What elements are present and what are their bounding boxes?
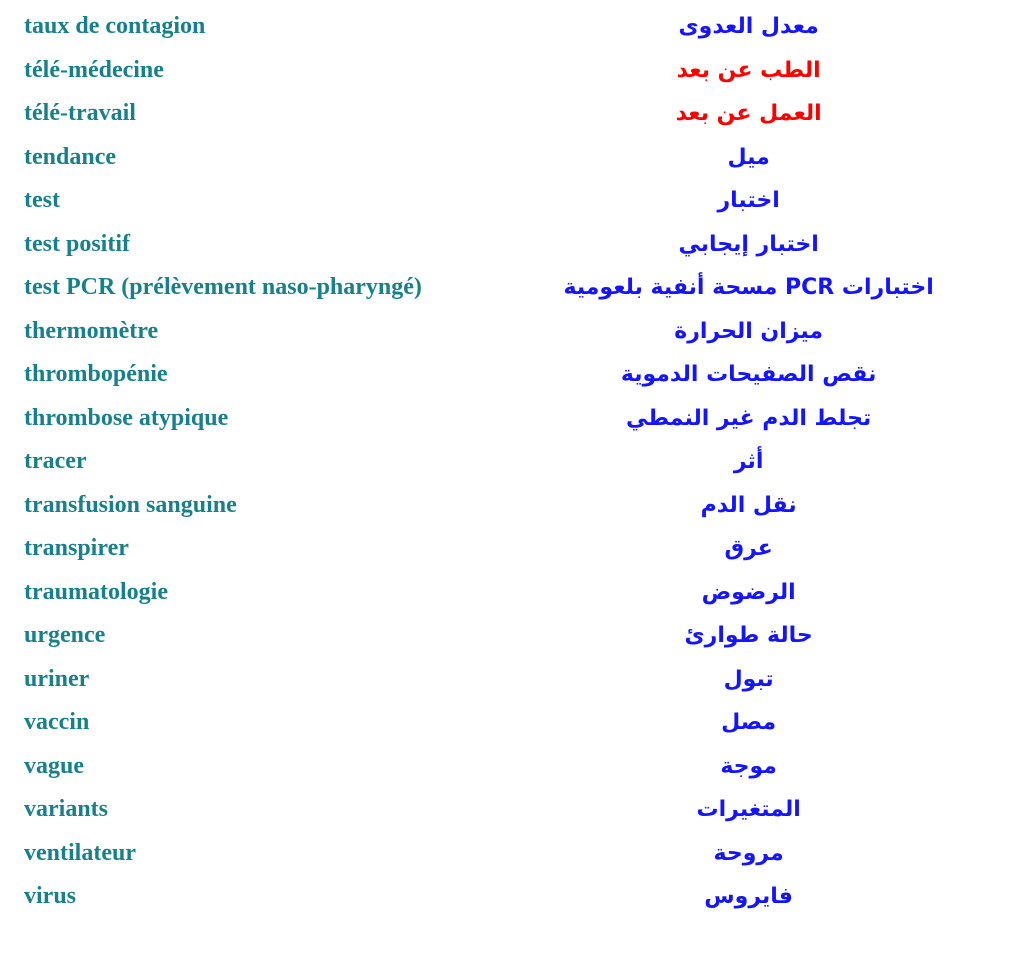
glossary-row	[0, 179, 1024, 223]
french-term: traumatologie	[24, 578, 168, 605]
arabic-term: العمل عن بعد	[675, 101, 822, 127]
arabic-term: موجة	[720, 753, 777, 779]
arabic-term: تبول	[723, 666, 774, 692]
glossary-row	[0, 658, 1024, 702]
french-term: transpirer	[24, 535, 129, 562]
arabic-term: اختبار إيجابي	[678, 231, 819, 257]
arabic-term: فايروس	[704, 884, 793, 910]
french-term: thrombopénie	[24, 361, 168, 388]
french-term: test PCR (prélèvement naso-pharyngé)	[24, 274, 422, 301]
glossary-row	[0, 266, 1024, 310]
glossary-row	[0, 527, 1024, 571]
french-term: variants	[24, 796, 108, 823]
arabic-term: الطب عن بعد	[676, 57, 821, 83]
glossary-row	[0, 571, 1024, 615]
arabic-term: ميل	[727, 144, 770, 170]
glossary-page	[0, 5, 1024, 958]
french-term: télé-médecine	[24, 56, 164, 83]
french-term: urgence	[24, 622, 106, 649]
glossary-row	[0, 136, 1024, 180]
glossary-row	[0, 788, 1024, 832]
glossary-row	[0, 484, 1024, 528]
glossary-row	[0, 875, 1024, 919]
glossary-row	[0, 614, 1024, 658]
glossary-body	[0, 5, 1024, 919]
french-term: thermomètre	[24, 317, 159, 344]
arabic-term: المتغيرات	[696, 797, 801, 823]
french-term: test positif	[24, 230, 130, 257]
arabic-term: اختبار	[717, 188, 780, 214]
glossary-row	[0, 223, 1024, 267]
glossary-row	[0, 397, 1024, 441]
french-term: vague	[24, 752, 84, 779]
arabic-term: مروحة	[713, 840, 784, 866]
french-term: tendance	[24, 143, 116, 170]
glossary-row	[0, 701, 1024, 745]
french-term: uriner	[24, 665, 90, 692]
french-term: taux de contagion	[24, 13, 206, 40]
arabic-term: حالة طوارئ	[684, 623, 813, 649]
glossary-row	[0, 49, 1024, 93]
glossary-table	[0, 5, 1024, 919]
french-term: transfusion sanguine	[24, 491, 237, 518]
french-term: thrombose atypique	[24, 404, 229, 431]
arabic-term: ميزان الحرارة	[674, 318, 824, 344]
glossary-row	[0, 92, 1024, 136]
arabic-term: عرق	[724, 536, 773, 562]
french-term: télé-travail	[24, 100, 136, 127]
french-term: ventilateur	[24, 839, 136, 866]
glossary-row	[0, 745, 1024, 789]
arabic-term: تجلط الدم غير النمطي	[626, 405, 872, 431]
arabic-term: مصل	[721, 710, 777, 736]
arabic-term: اختبارات PCR مسحة أنفية بلعومية	[563, 275, 934, 301]
arabic-term: الرضوض	[701, 579, 796, 605]
french-term: vaccin	[24, 709, 90, 736]
glossary-row	[0, 310, 1024, 354]
french-term: test	[24, 187, 60, 214]
glossary-row	[0, 353, 1024, 397]
arabic-term: معدل العدوى	[678, 14, 819, 40]
arabic-term: نقص الصفيحات الدموية	[620, 362, 877, 388]
glossary-row	[0, 440, 1024, 484]
glossary-row	[0, 832, 1024, 876]
french-term: virus	[24, 883, 77, 910]
french-term: tracer	[24, 448, 87, 475]
arabic-term: أثر	[733, 449, 764, 475]
arabic-term: نقل الدم	[700, 492, 797, 518]
glossary-row	[0, 5, 1024, 49]
